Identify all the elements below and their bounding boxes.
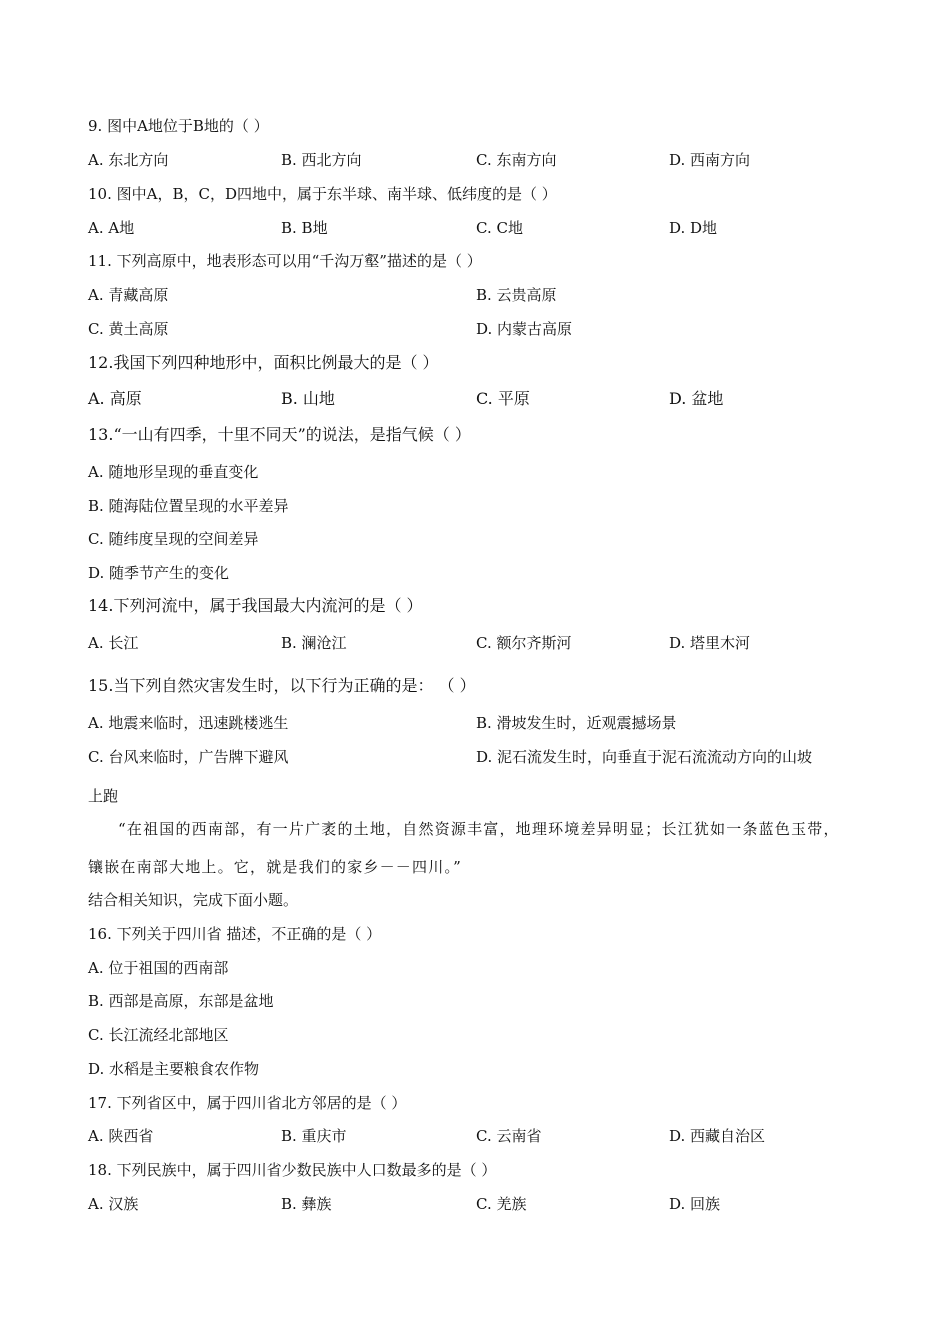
q16-option-d: D. 水稻是主要粮食农作物 xyxy=(88,1060,260,1078)
question-13: 13.“一山有四季，十里不同天”的说法，是指气候（ ） xyxy=(88,425,471,444)
q9-option-d: D. 西南方向 xyxy=(669,151,751,169)
question-14: 14.下列河流中，属于我国最大内流河的是（ ） xyxy=(88,596,423,615)
q11-option-b: B. 云贵高原 xyxy=(476,286,557,304)
q9-option-c: C. 东南方向 xyxy=(476,151,557,169)
q10-option-d: D. D地 xyxy=(669,219,718,237)
q13-option-a: A. 随地形呈现的垂直变化 xyxy=(88,463,259,481)
q14-option-b: B. 澜沧江 xyxy=(281,634,347,652)
question-10: 10. 图中A，B，C，D四地中，属于东半球、南半球、低纬度的是（ ） xyxy=(88,185,557,203)
question-11: 11. 下列高原中，地表形态可以用“千沟万壑”描述的是（ ） xyxy=(88,252,482,270)
q14-option-a: A. 长江 xyxy=(88,634,139,652)
q15-option-d: D. 泥石流发生时，向垂直于泥石流流动方向的山坡 xyxy=(476,748,813,766)
q12-option-b: B. 山地 xyxy=(281,389,335,408)
q12-option-a: A. 高原 xyxy=(88,389,142,408)
q13-option-b: B. 随海陆位置呈现的水平差异 xyxy=(88,497,289,515)
question-18: 18. 下列民族中，属于四川省少数民族中人口数最多的是（ ） xyxy=(88,1161,497,1179)
q11-option-c: C. 黄土高原 xyxy=(88,320,169,338)
question-9: 9. 图中A地位于B地的（ ） xyxy=(88,117,269,135)
q17-option-a: A. 陕西省 xyxy=(88,1127,154,1145)
q18-option-b: B. 彝族 xyxy=(281,1195,332,1213)
q16-option-a: A. 位于祖国的西南部 xyxy=(88,959,229,977)
q10-option-b: B. B地 xyxy=(281,219,328,237)
q13-option-c: C. 随纬度呈现的空间差异 xyxy=(88,530,259,548)
q11-option-a: A. 青藏高原 xyxy=(88,286,169,304)
q16-option-c: C. 长江流经北部地区 xyxy=(88,1026,229,1044)
q17-option-d: D. 西藏自治区 xyxy=(669,1127,766,1145)
q12-option-d: D. 盆地 xyxy=(669,389,724,408)
q11-option-d: D. 内蒙古高原 xyxy=(476,320,573,338)
q12-option-c: C. 平原 xyxy=(476,389,530,408)
q15-option-d-continuation: 上跑 xyxy=(88,787,119,805)
q18-option-c: C. 羌族 xyxy=(476,1195,527,1213)
q15-option-b: B. 滑坡发生时，近观震撼场景 xyxy=(476,714,677,732)
q17-option-c: C. 云南省 xyxy=(476,1127,542,1145)
question-17: 17. 下列省区中，属于四川省北方邻居的是（ ） xyxy=(88,1094,407,1112)
passage-instruction: 结合相关知识，完成下面小题。 xyxy=(88,891,299,909)
q9-option-b: B. 西北方向 xyxy=(281,151,362,169)
question-12: 12.我国下列四种地形中，面积比例最大的是（ ） xyxy=(88,353,439,372)
question-15: 15.当下列自然灾害发生时，以下行为正确的是： （ ） xyxy=(88,676,476,695)
q10-option-c: C. C地 xyxy=(476,219,523,237)
q17-option-b: B. 重庆市 xyxy=(281,1127,347,1145)
passage-line-2: 镶嵌在南部大地上。它，就是我们的家乡－－四川。” xyxy=(88,858,462,876)
q14-option-d: D. 塔里木河 xyxy=(669,634,751,652)
q15-option-a: A. 地震来临时，迅速跳楼逃生 xyxy=(88,714,289,732)
q10-option-a: A. A地 xyxy=(88,219,135,237)
q15-option-c: C. 台风来临时，广告牌下避风 xyxy=(88,748,289,766)
passage-line-1: “在祖国的西南部，有一片广袤的土地，自然资源丰富，地理环境差异明显；长江犹如一条蓝色玉带， xyxy=(118,820,840,838)
q14-option-c: C. 额尔齐斯河 xyxy=(476,634,572,652)
question-16: 16. 下列关于四川省 描述，不正确的是（ ） xyxy=(88,925,382,943)
q16-option-b: B. 西部是高原，东部是盆地 xyxy=(88,992,274,1010)
q13-option-d: D. 随季节产生的变化 xyxy=(88,564,230,582)
q18-option-d: D. 回族 xyxy=(669,1195,721,1213)
q9-option-a: A. 东北方向 xyxy=(88,151,169,169)
q18-option-a: A. 汉族 xyxy=(88,1195,139,1213)
